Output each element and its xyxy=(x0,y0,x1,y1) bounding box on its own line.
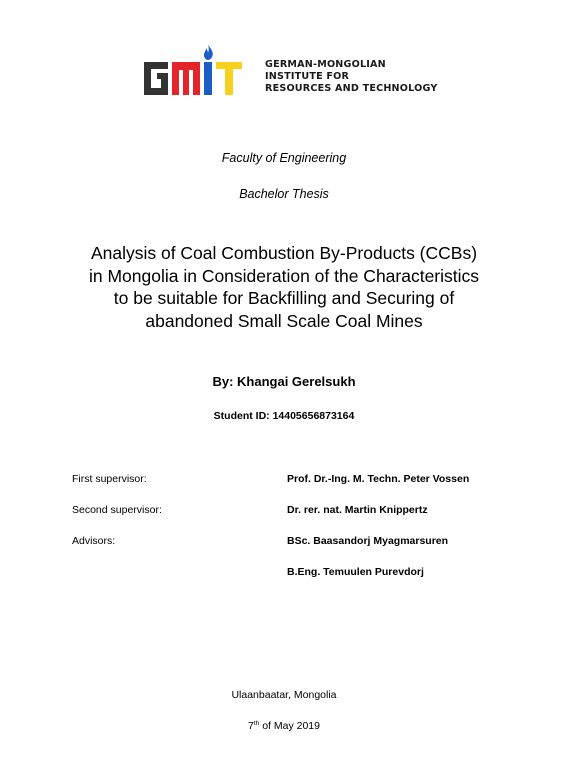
date-rest: of May 2019 xyxy=(259,720,320,732)
gmit-logo xyxy=(142,42,438,100)
institute-name-line1: GERMAN-MONGOLIAN xyxy=(265,59,386,70)
institute-name-line2: INSTITUTE FOR xyxy=(265,71,350,82)
student-id: Student ID: 14405656873164 xyxy=(213,410,355,422)
logo-letter-g xyxy=(144,62,168,95)
second-supervisor-label: Second supervisor: xyxy=(72,504,162,516)
thesis-title xyxy=(0,242,568,332)
date-suffix: th xyxy=(253,720,260,727)
thesis-title-line1: Analysis of Coal Combustion By-Products (CCBs) xyxy=(90,243,478,263)
date xyxy=(0,720,568,732)
advisor-name-2: B.Eng. Temuulen Purevdorj xyxy=(287,566,424,578)
institute-name xyxy=(265,59,437,95)
institute-name-line3: RESOURCES AND TECHNOLOGY xyxy=(265,83,438,94)
first-supervisor-label: First supervisor: xyxy=(72,473,147,485)
logo-letter-t xyxy=(216,62,242,95)
date-day: 7 xyxy=(248,720,254,732)
thesis-type: Bachelor Thesis xyxy=(239,187,329,201)
thesis-title-line4: abandoned Small Scale Coal Mines xyxy=(145,310,423,331)
thesis-title-line2: in Mongolia in Consideration of the Characteristics xyxy=(88,265,480,286)
first-supervisor-name: Prof. Dr.-Ing. M. Techn. Peter Vossen xyxy=(287,473,470,485)
second-supervisor-name: Dr. rer. nat. Martin Knippertz xyxy=(287,504,428,516)
advisors-label: Advisors: xyxy=(72,535,116,547)
thesis-title-line3: to be suitable for Backfilling and Securing of xyxy=(113,288,455,308)
gmit-logo-mark xyxy=(142,42,254,100)
faculty-name: Faculty of Engineering xyxy=(221,151,347,165)
author-name: By: Khangai Gerelsukh xyxy=(212,374,356,389)
place: Ulaanbaatar, Mongolia xyxy=(231,689,337,701)
logo-letter-m xyxy=(172,62,200,95)
flame-icon xyxy=(204,45,213,60)
advisor-name-1: BSc. Baasandorj Myagmarsuren xyxy=(287,535,449,547)
logo-letter-i xyxy=(204,62,212,95)
